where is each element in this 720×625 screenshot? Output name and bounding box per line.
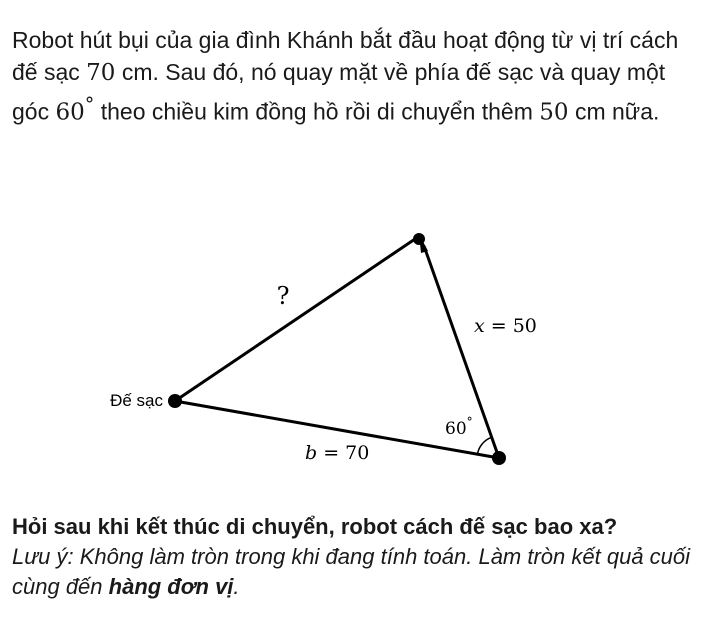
note-suffix: . bbox=[233, 574, 240, 599]
charger-label: Đế sạc bbox=[110, 391, 163, 410]
angle-degree: ° bbox=[466, 415, 473, 429]
angle-label bbox=[445, 415, 473, 439]
unknown-mark: ? bbox=[276, 282, 290, 310]
note-bold: hàng đơn vị bbox=[108, 574, 234, 599]
turn-angle-value: 60 bbox=[55, 99, 85, 126]
problem-text-part4: cm nữa. bbox=[568, 98, 660, 125]
unknown-side-label bbox=[277, 282, 290, 310]
initial-distance-value: 70 bbox=[86, 60, 116, 86]
turn-point bbox=[492, 451, 506, 465]
side-x-label bbox=[474, 315, 537, 337]
question-text: Hỏi sau khi kết thúc di chuyển, robot cách đế sạc bao xa? bbox=[12, 514, 618, 539]
side-unknown bbox=[175, 237, 418, 401]
side-b-label bbox=[305, 442, 369, 464]
side-b-value: 70 bbox=[345, 442, 370, 464]
question-block bbox=[12, 512, 712, 602]
side-x-eq: = bbox=[484, 315, 513, 337]
problem-text-part3: theo chiều kim đồng hồ rồi di chuyển thêm bbox=[94, 98, 540, 125]
side-b-eq: = bbox=[317, 442, 346, 464]
side-b-var: b bbox=[305, 442, 318, 464]
problem-text-part1: Robot hút bụi của gia đình Khánh bắt đầu hoạt động từ vị trí cách đế sạc bbox=[12, 27, 679, 85]
turn-angle-degree: ° bbox=[84, 93, 95, 116]
end-point bbox=[413, 233, 425, 245]
question-note bbox=[12, 542, 712, 602]
side-x-var: x bbox=[474, 315, 485, 337]
problem-text-part2: cm. Sau đó, nó quay mặt về phía đế sạc và quay một góc bbox=[12, 59, 666, 125]
angle-arc bbox=[477, 437, 491, 454]
charger-point bbox=[168, 394, 182, 408]
side-x-value: 50 bbox=[512, 315, 537, 337]
move-distance-value: 50 bbox=[539, 99, 569, 126]
note-prefix: Lưu ý: Không làm tròn trong khi đang tính toán. Làm tròn kết quả cuối cùng đến bbox=[12, 544, 691, 599]
angle-value: 60 bbox=[445, 419, 467, 439]
